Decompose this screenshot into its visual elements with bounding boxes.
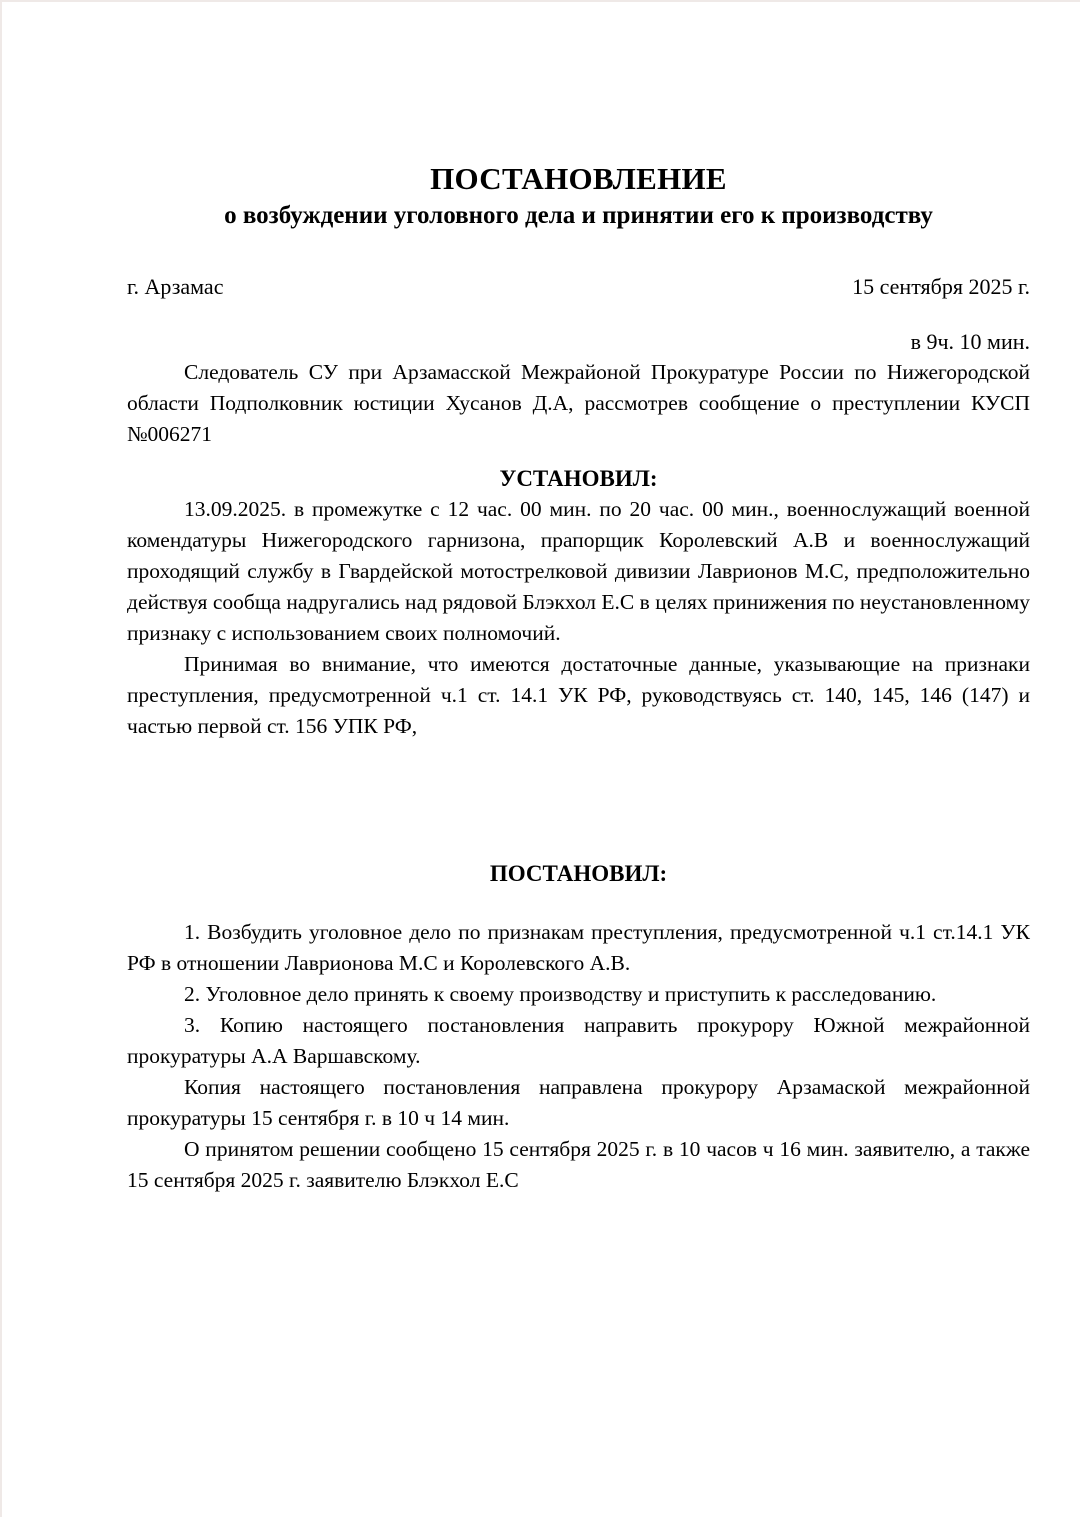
page-subtitle: о возбуждении уголовного дела и принятии его к производству bbox=[224, 202, 933, 229]
copy-sent-note: Копия настоящего постановления направлена прокурору Арзамаской межрайонной прокуратуры 15 сентября г. в 10 ч 14 мин. bbox=[127, 1075, 1030, 1130]
resolved-item-2: 2. Уголовное дело принять к своему производству и приступить к расследованию. bbox=[184, 982, 937, 1006]
meta-row bbox=[127, 272, 1030, 302]
notification-note: О принятом решении сообщено 15 сентября 2025 г. в 10 часов ч 16 мин. заявителю, а также 15 сентября 2025 г. заявителю Блэкхол Е.С bbox=[127, 1137, 1030, 1192]
resolved-heading: ПОСТАНОВИЛ: bbox=[489, 861, 668, 886]
established-paragraph-2: Принимая во внимание, что имеются достаточные данные, указывающие на признаки преступления, предусмотренной ч.1 ст. 14.1 УК РФ, руководствуясь ст. 140, 145, 146 (147) и частью первой ст. 156 УПК РФ, bbox=[127, 652, 1030, 738]
resolved-item-1: 1. Возбудить уголовное дело по признакам преступления, предусмотренной ч.1 ст.14.1 УК РФ в отношении Лаврионова М.С и Королевского А.В. bbox=[127, 920, 1030, 975]
resolved-item-3: 3. Копию настоящего постановления направить прокурору Южной межрайонной прокуратуры А.А Варшавскому. bbox=[127, 1013, 1030, 1068]
established-paragraph-1: 13.09.2025. в промежутке с 12 час. 00 мин. по 20 час. 00 мин., военнослужащий военной комендатуры Нижегородского гарнизона, прапорщик Королевский А.В и военнослужащий проходящий службу в Гвардейской мотострелковой дивизии Лаврионов М.С, предположительно действуя сообща надругались над рядовой Блэкхол Е.С в целях принижения по неустановленному признаку с использованием своих полномочий. bbox=[127, 497, 1030, 645]
resolved-items-list bbox=[127, 917, 1030, 1072]
time-label: в 9ч. 10 мин. bbox=[910, 329, 1030, 354]
established-heading: УСТАНОВИЛ: bbox=[499, 466, 658, 491]
date-label: 15 сентября 2025 г. bbox=[852, 274, 1030, 299]
intro-paragraph: Следователь СУ при Арзамасской Межрайоной Прокуратуре России по Нижегородской области Подполковник юстиции Хусанов Д.А, рассмотрев сообщение о преступлении КУСП №006271 bbox=[127, 360, 1030, 446]
city-label: г. Арзамас bbox=[127, 274, 224, 299]
page-title: ПОСТАНОВЛЕНИЕ bbox=[430, 161, 727, 196]
